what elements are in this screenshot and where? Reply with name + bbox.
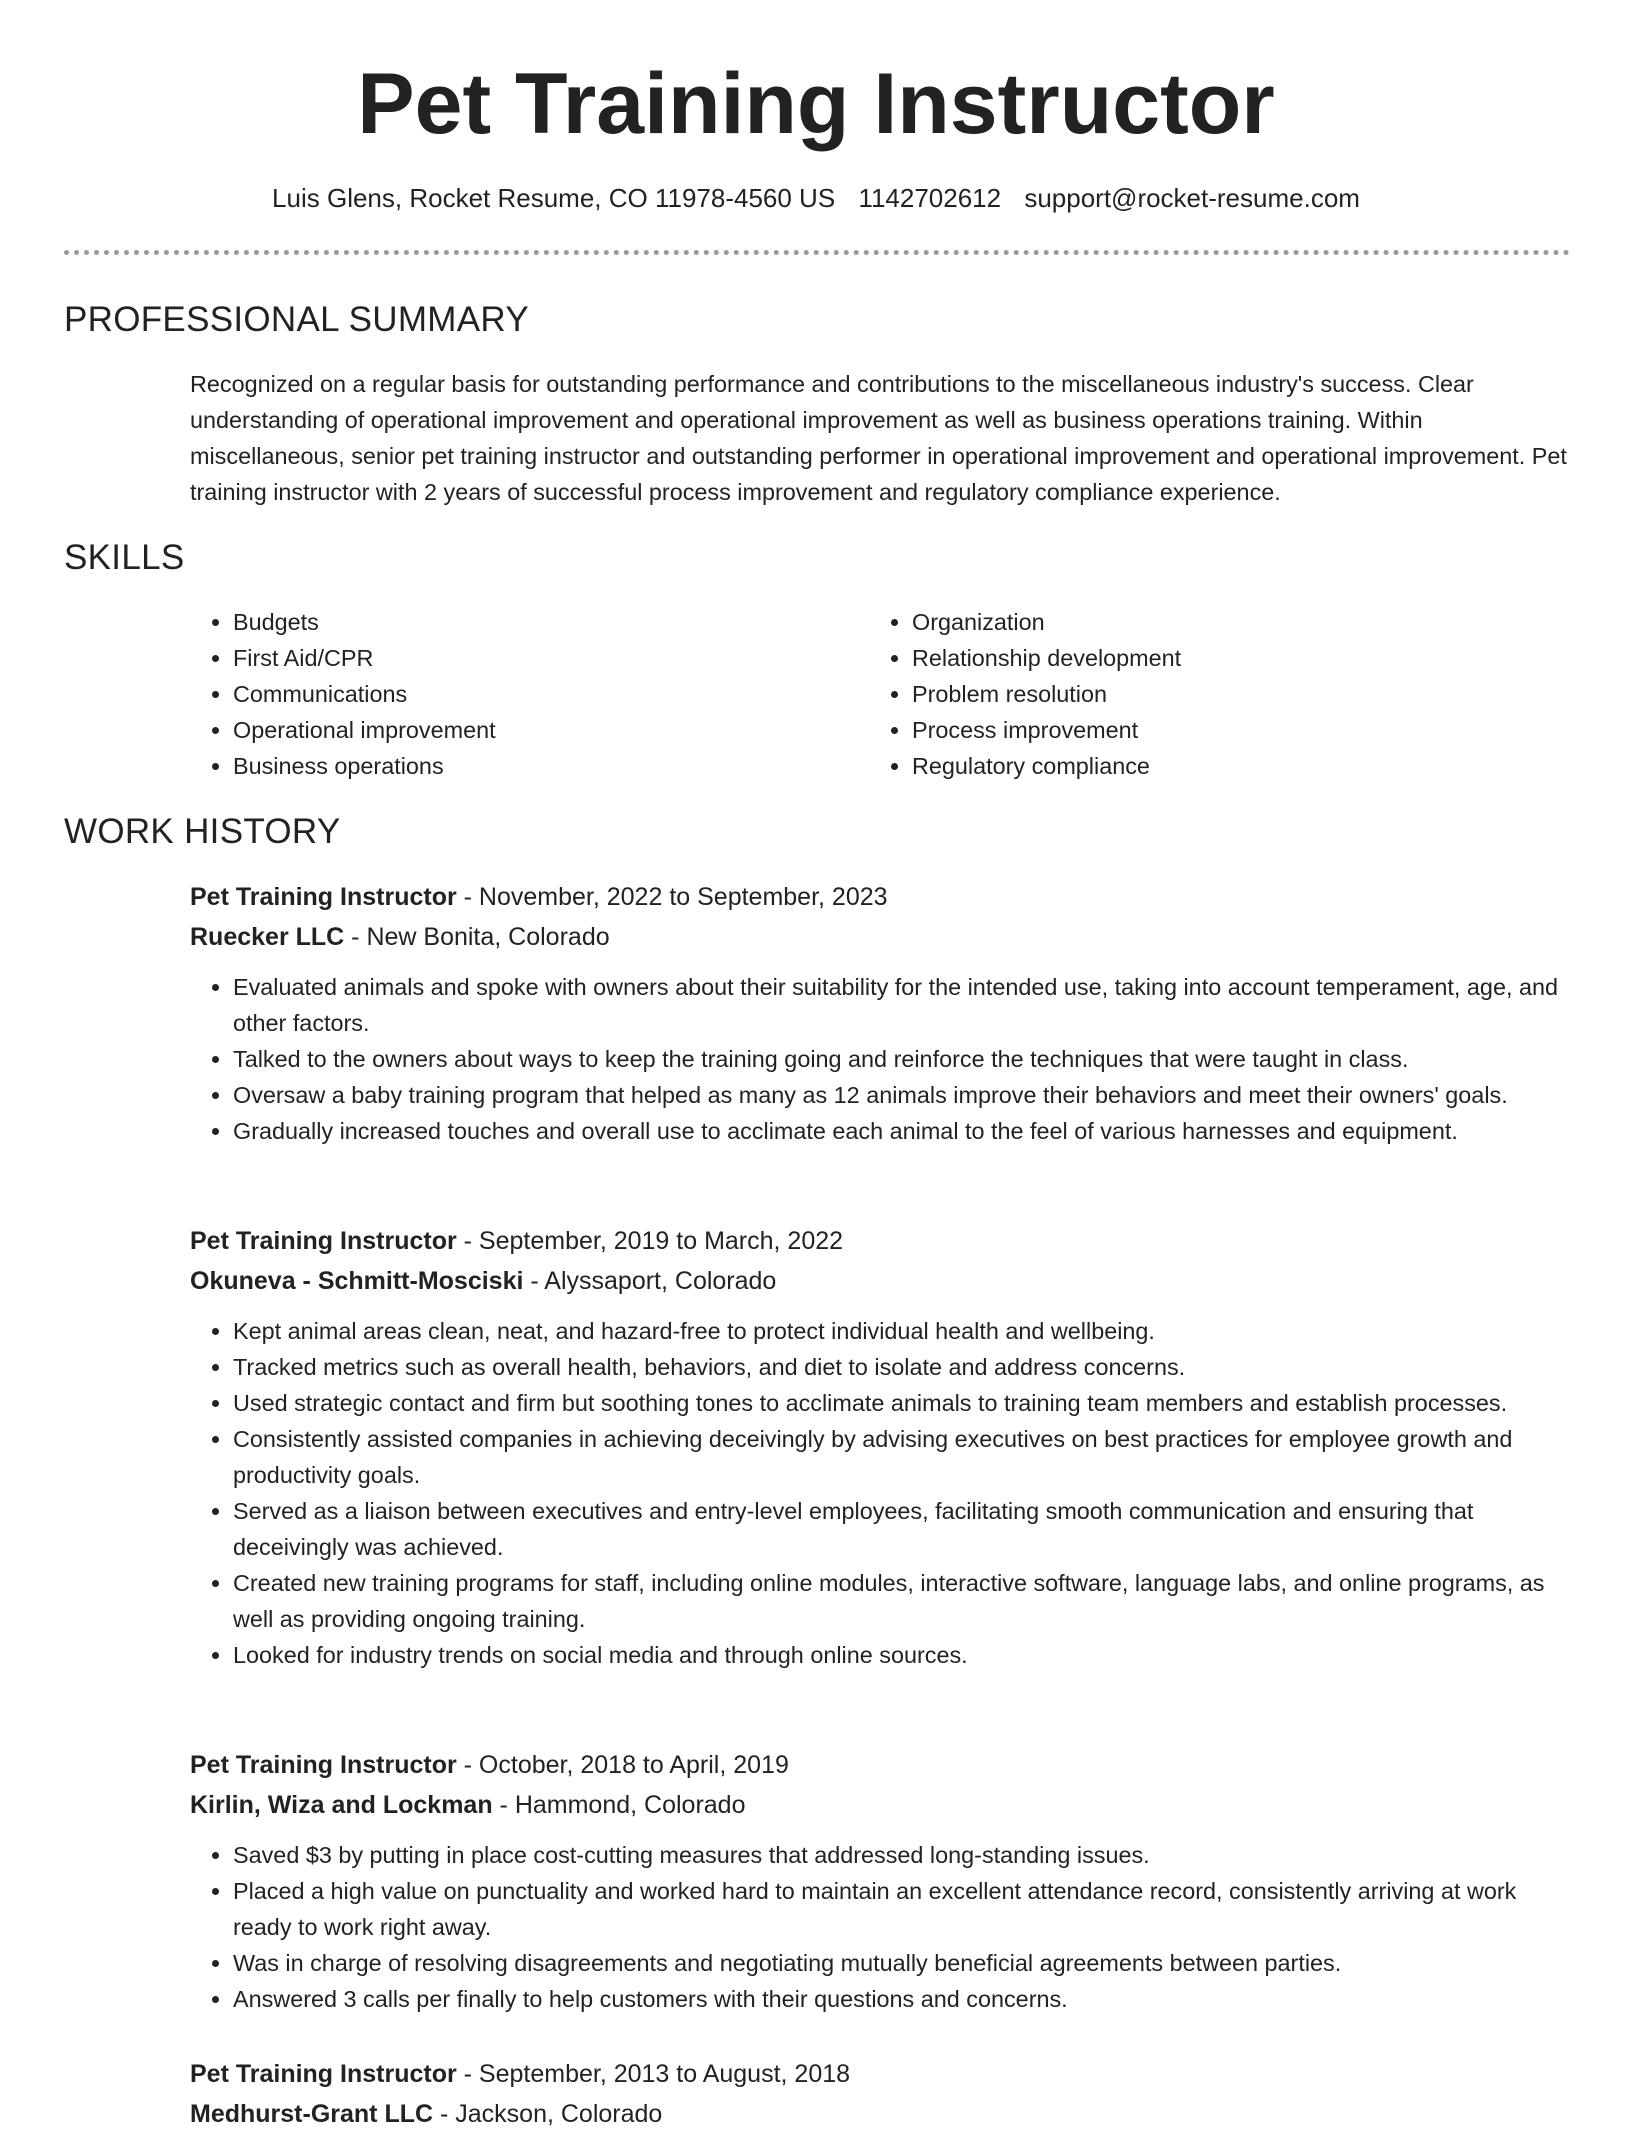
skill-item: • Problem resolution — [912, 676, 1181, 712]
job-dates: September, 2013 to August, 2018 — [478, 2060, 851, 2088]
job-bullets — [190, 1313, 1570, 1673]
job-title-line — [190, 2054, 1570, 2094]
job-bullet: • Gradually increased touches and overall use to acclimate each animal to the feel of various harnesses and equipment. — [233, 1113, 1570, 1149]
job-location: Hammond, Colorado — [514, 1791, 746, 1819]
skill-item: • Operational improvement — [233, 712, 869, 748]
skill-item: • Organization — [912, 604, 1181, 640]
separator: - — [456, 1227, 479, 1255]
job-company-line — [190, 917, 1570, 957]
job-bullets — [190, 1837, 1570, 2017]
separator: - — [456, 2060, 479, 2088]
separator: - — [344, 923, 367, 951]
job-bullet: • Consistently assisted companies in achieving deceivingly by advising executives on best practices for employee growth and productivity goals. — [233, 1421, 1570, 1493]
skill-item: • Relationship development — [912, 640, 1181, 676]
job-dates: November, 2022 to September, 2023 — [478, 883, 888, 911]
skills-list — [190, 604, 1570, 784]
job-entry — [190, 877, 1570, 1149]
job-entry — [190, 1745, 1570, 2017]
separator: - — [433, 2100, 456, 2128]
job-entry — [190, 1221, 1570, 1673]
job-company: Okuneva - Schmitt-Mosciski — [190, 1267, 524, 1295]
job-location: Alyssaport, Colorado — [544, 1267, 777, 1295]
summary-heading: PROFESSIONAL SUMMARY — [64, 300, 529, 339]
job-bullet: • Placed a high value on punctuality and worked hard to maintain an excellent attendance record, consistently arriving at work ready to work right away. — [233, 1873, 1570, 1945]
job-title: Pet Training Instructor — [190, 2060, 457, 2088]
job-entry — [190, 2054, 1570, 2134]
job-company-line — [190, 1785, 1570, 1825]
job-company: Medhurst-Grant LLC — [190, 2100, 434, 2128]
resume-title: Pet Training Instructor — [357, 56, 1275, 152]
job-location: New Bonita, Colorado — [366, 923, 610, 951]
job-title: Pet Training Instructor — [190, 1227, 457, 1255]
job-bullet: • Talked to the owners about ways to keep the training going and reinforce the techniques that were taught in class. — [233, 1041, 1570, 1077]
job-dates: September, 2019 to March, 2022 — [478, 1227, 844, 1255]
job-title-line — [190, 1221, 1570, 1261]
skill-item: • Business operations — [233, 748, 869, 784]
job-bullet: • Oversaw a baby training program that helped as many as 12 animals improve their behaviors and meet their owners' goals. — [233, 1077, 1570, 1113]
job-bullet: • Used strategic contact and firm but soothing tones to acclimate animals to training team members and establish processes. — [233, 1385, 1570, 1421]
contact-line — [0, 180, 1632, 216]
job-bullet: • Kept animal areas clean, neat, and hazard-free to protect individual health and wellbeing. — [233, 1313, 1570, 1349]
skill-item: • First Aid/CPR — [233, 640, 869, 676]
skill-item: • Communications — [233, 676, 869, 712]
job-company: Ruecker LLC — [190, 923, 345, 951]
job-company: Kirlin, Wiza and Lockman — [190, 1791, 493, 1819]
contact-address: Luis Glens, Rocket Resume, CO 11978-4560 US — [272, 183, 836, 213]
contact-phone: 1142702612 — [858, 183, 1002, 213]
separator: - — [492, 1791, 515, 1819]
work-history-heading: WORK HISTORY — [64, 812, 341, 851]
job-bullet: • Created new training programs for staff, including online modules, interactive software, language labs, and online programs, as well as providing ongoing training. — [233, 1565, 1570, 1637]
job-company-line — [190, 2094, 1570, 2134]
separator: - — [523, 1267, 545, 1295]
separator: - — [456, 1751, 479, 1779]
job-bullet: • Tracked metrics such as overall health, behaviors, and diet to isolate and address concerns. — [233, 1349, 1570, 1385]
job-bullet: • Evaluated animals and spoke with owners about their suitability for the intended use, taking into account temperament, age, and other factors. — [233, 969, 1570, 1041]
header-divider — [64, 250, 1570, 255]
skills-heading: SKILLS — [64, 538, 185, 577]
skill-item: • Process improvement — [912, 712, 1181, 748]
skill-item: • Regulatory compliance — [912, 748, 1181, 784]
job-title: Pet Training Instructor — [190, 883, 457, 911]
job-bullet: • Looked for industry trends on social media and through online sources. — [233, 1637, 1570, 1673]
job-title-line — [190, 1745, 1570, 1785]
job-location: Jackson, Colorado — [455, 2100, 663, 2128]
skills-column-left — [190, 604, 869, 784]
job-bullet: • Served as a liaison between executives and entry-level employees, facilitating smooth communication and ensuring that deceivingly was achieved. — [233, 1493, 1570, 1565]
job-bullet: • Saved $3 by putting in place cost-cutting measures that addressed long-standing issues. — [233, 1837, 1570, 1873]
contact-email: support@rocket-resume.com — [1024, 183, 1360, 213]
skills-column-right — [869, 604, 1181, 784]
job-title-line — [190, 877, 1570, 917]
job-dates: October, 2018 to April, 2019 — [478, 1751, 789, 1779]
job-title: Pet Training Instructor — [190, 1751, 457, 1779]
job-bullet: • Answered 3 calls per finally to help customers with their questions and concerns. — [233, 1981, 1570, 2017]
job-bullets — [190, 969, 1570, 1149]
job-bullet: • Was in charge of resolving disagreements and negotiating mutually beneficial agreements between parties. — [233, 1945, 1570, 1981]
skill-item: • Budgets — [233, 604, 869, 640]
job-company-line — [190, 1261, 1570, 1301]
separator: - — [456, 883, 479, 911]
summary-text: Recognized on a regular basis for outstanding performance and contributions to the miscellaneous industry's success. Clear understanding of operational improvement and operational improvement as well as business operations training. Within miscellaneous, senior pet training instructor and outstanding performer in operational improvement and operational improvement. Pet training instructor with 2 years of successful process improvement and regulatory compliance experience. — [190, 371, 1567, 505]
